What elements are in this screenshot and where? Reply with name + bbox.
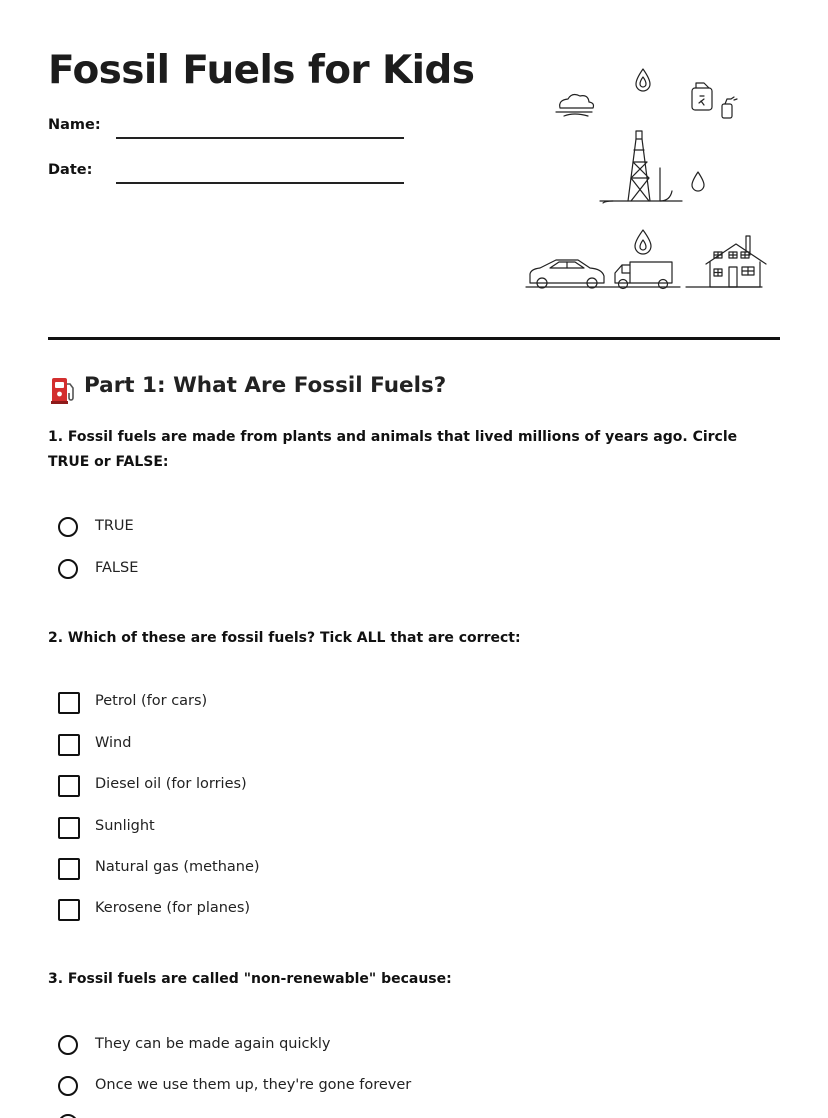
name-label: Name:	[48, 117, 101, 133]
question-2: 2. Which of these are fossil fuels? Tick ALL that are correct:	[48, 630, 521, 646]
checkbox[interactable]	[58, 775, 80, 797]
checkbox[interactable]	[58, 858, 80, 880]
option-label: FALSE	[95, 560, 139, 576]
option-label: TRUE	[95, 518, 134, 534]
q3-option-made-again[interactable]	[57, 1034, 757, 1060]
flame-drop-icon	[636, 69, 650, 91]
option-label: Petrol (for cars)	[95, 693, 208, 709]
question-1: 1. Fossil fuels are made from plants and animals that lived millions of years ago. Circle TRUE or FALSE:	[48, 429, 738, 470]
q3-option-partial[interactable]	[57, 1113, 757, 1118]
checkbox[interactable]	[58, 899, 80, 921]
option-label: They can be made again quickly	[95, 1036, 331, 1052]
q1-option-false[interactable]	[57, 558, 757, 584]
q2-option-kerosene[interactable]	[57, 898, 757, 924]
part1-title: Part 1: What Are Fossil Fuels?	[84, 373, 447, 398]
date-line[interactable]	[116, 182, 404, 184]
radio-button[interactable]	[58, 517, 78, 537]
option-label: Diesel oil (for lorries)	[95, 776, 247, 792]
radio-button[interactable]	[58, 1035, 78, 1055]
option-label: Kerosene (for planes)	[95, 900, 251, 916]
q2-option-diesel[interactable]	[57, 774, 757, 800]
worksheet-title: Fossil Fuels for Kids	[48, 48, 475, 93]
q2-option-natural-gas[interactable]	[57, 857, 757, 883]
checkbox[interactable]	[58, 734, 80, 756]
option-label: Wind	[95, 735, 132, 751]
name-line[interactable]	[116, 137, 404, 139]
q2-option-petrol[interactable]	[57, 691, 757, 717]
q3-option-gone-forever[interactable]	[57, 1075, 757, 1101]
q1-option-true[interactable]	[57, 516, 757, 542]
q2-option-wind[interactable]	[57, 733, 757, 759]
radio-button[interactable]	[58, 1114, 78, 1118]
date-field[interactable]	[48, 162, 408, 186]
flame-drop-icon	[635, 230, 651, 254]
fossil-fuel-illustration	[520, 60, 770, 296]
fuel-pump-icon	[50, 375, 76, 405]
radio-button[interactable]	[58, 559, 78, 579]
header-divider	[48, 337, 780, 340]
date-label: Date:	[48, 162, 93, 178]
checkbox[interactable]	[58, 817, 80, 839]
fuel-can-icon	[692, 83, 737, 118]
name-field[interactable]	[48, 117, 408, 141]
q2-option-sunlight[interactable]	[57, 816, 757, 842]
car-icon	[526, 260, 680, 288]
house-icon	[686, 236, 766, 287]
radio-button[interactable]	[58, 1076, 78, 1096]
option-label: Sunlight	[95, 818, 155, 834]
checkbox[interactable]	[58, 692, 80, 714]
cloud-icon	[556, 95, 594, 116]
option-label: Natural gas (methane)	[95, 859, 260, 875]
van-icon	[615, 262, 672, 289]
oil-derrick-icon	[600, 131, 704, 203]
question-3: 3. Fossil fuels are called "non-renewable" because:	[48, 971, 452, 987]
option-label: Once we use them up, they're gone forever	[95, 1077, 412, 1093]
